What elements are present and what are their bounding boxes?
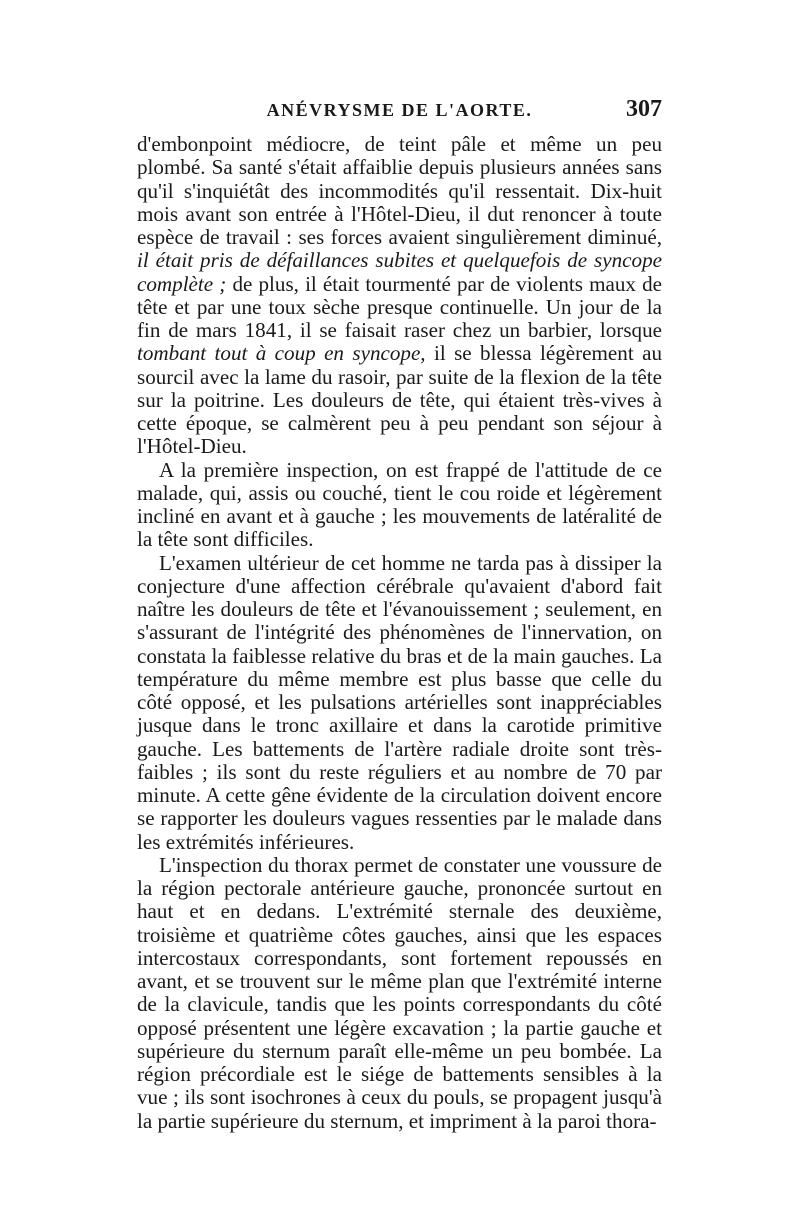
running-head-title: ANÉVRYSME DE L'AORTE.: [266, 100, 533, 120]
paragraph-1-italic-1: il était pris de défaillances subites et quelquefois de syncope complète ;: [137, 248, 662, 296]
paragraph-1: [137, 133, 662, 459]
paragraph-4: L'inspection du thorax permet de constater une voussure de la région pectorale antérieure gauche, prononcée surtout en haut et en dedans. L'extrémité sternale des deuxième, troisième et quatrième côtes gauches, ainsi que les espaces intercostaux correspondants, sont fortement repoussés en avant, et se trouvent sur le même plan que l'extrémité interne de la clavicule, tandis que les points correspondants du côté opposé présentent une légère excavation ; la partie gauche et supérieure du sternum paraît elle-même un peu bombée. La région précordiale est le siége de battements sensibles à la vue ; ils sont isochrones à ceux du pouls, se propagent jusqu'à la partie supérieure du sternum, et impriment à la paroi thora-: [137, 852, 662, 1133]
paragraph-3: L'examen ultérieur de cet homme ne tarda pas à dissiper la conjecture d'une affection cérébrale qu'avaient d'abord fait naître les douleurs de tête et l'évanouissement ; seulement, en s'assurant de l'intégrité des phénomènes de l'innervation, on constata la faiblesse relative du bras et de la main gauches. La température du même membre est plus basse que celle du côté opposé, et les pulsations artérielles sont inappréciables jusque dans le tronc axillaire et dans la carotide primitive gauche. Les battements de l'artère radiale droite sont très-faibles ; ils sont du reste réguliers et au nombre de 70 par minute. A cette gêne évidente de la circulation doivent encore se rapporter les douleurs vagues ressenties par le malade dans les extrémités inférieures.: [137, 550, 662, 854]
page-number: 307: [626, 96, 662, 122]
paragraph-1-part-2: de plus, il était tourmenté par de violents maux de tête et par une toux sèche presque continuelle. Un jour de la fin de mars 1841, il se faisait raser chez un barbier, lorsque: [137, 271, 662, 342]
paragraph-1-italic-2: tombant tout à coup en syncope,: [137, 341, 426, 366]
body-text: [137, 133, 662, 1133]
paragraph-2: A la première inspection, on est frappé de l'attitude de ce malade, qui, assis ou couché, tient le cou roide et légèrement incliné en avant et à gauche ; les mouvements de latéralité de la tête sont difficiles.: [137, 457, 662, 552]
running-head: [137, 96, 662, 130]
paragraph-1-part-3: il se blessa légèrement au sourcil avec la lame du rasoir, par suite de la flexion de la tête sur la poitrine. Les douleurs de tête, qui étaient très-vives à cette époque, se calmèrent peu à peu pendant son séjour à l'Hôtel-Dieu.: [137, 341, 662, 459]
paragraph-1-part-1: d'embonpoint médiocre, de teint pâle et même un peu plombé. Sa santé s'était affaiblie depuis plusieurs années sans qu'il s'inquiétât des incommodités qu'il ressentait. Dix-huit mois avant son entrée à l'Hôtel-Dieu, il dut renoncer à toute espèce de travail : ses forces avaient singulièrement diminué,: [137, 132, 662, 249]
